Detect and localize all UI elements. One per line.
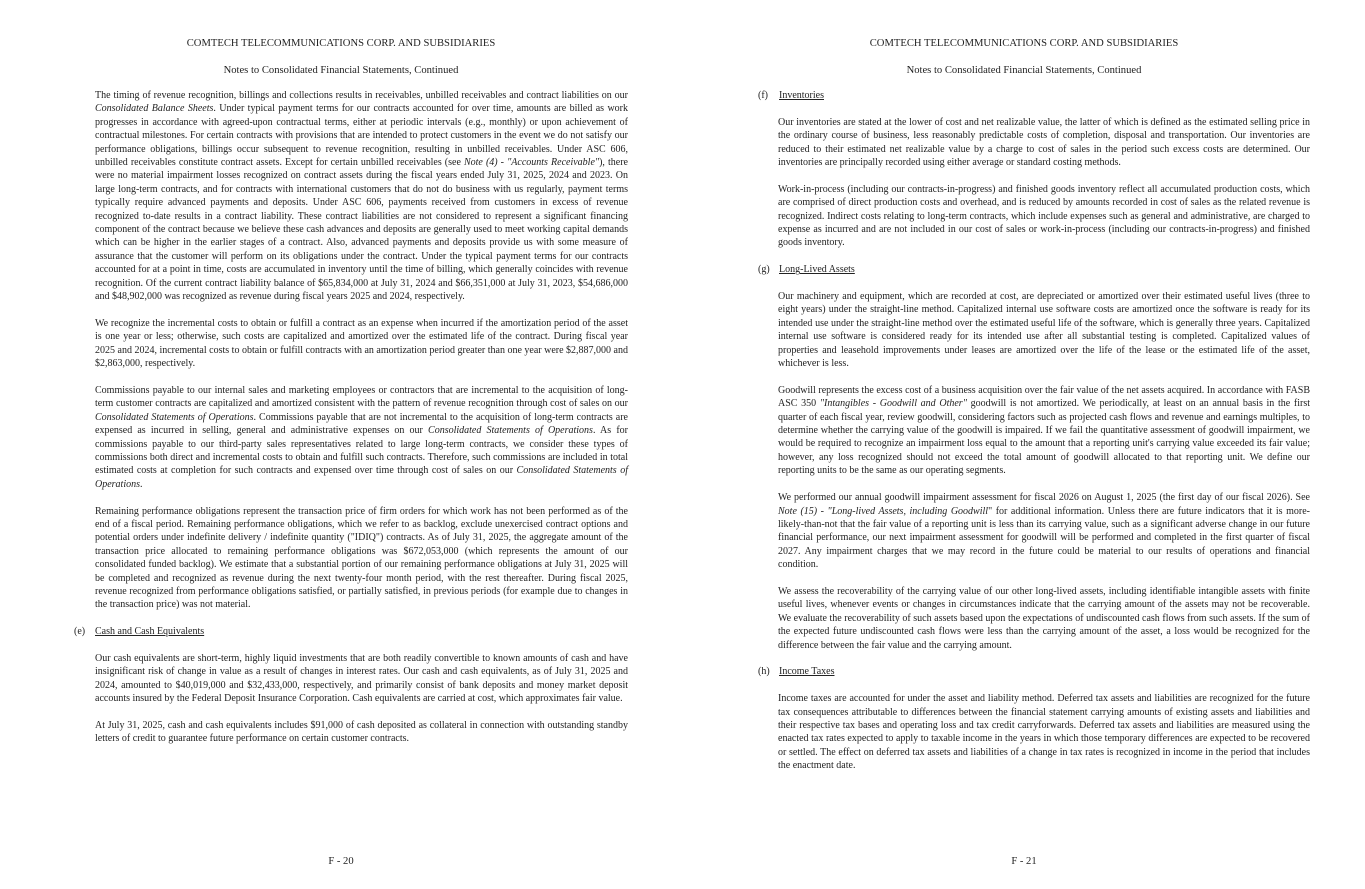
incremental-costs-paragraph: We recognize the incremental costs to obtain or fulfill a contract as an expense when incurred if the amortization period of the asset is one year or less; otherwise, such costs are capitalized and amortized over the estimated life of the contract. During fiscal year 2025 and 2024, incremental costs to obtain or fulfill contracts with an amortization period greater than one year were $2,887,000 and $2,863,000, respectively. [95, 317, 628, 370]
company-header: COMTECH TELECOMMUNICATIONS CORP. AND SUBSIDIARIES [186, 38, 496, 49]
section-label: (h) [758, 666, 770, 678]
section-title: Inventories [779, 90, 824, 101]
inventories-paragraph: Our inventories are stated at the lower of cost and net realizable value, the latter of which is defined as the estimated selling price in the ordinary course of business, less reasonably predictable costs of completion, disposal and transportation. Our inventories are reduced to their estimated net realizable value by a charge to cost of sales in the period such excess costs are determined. Our inventories are principally recorded using either average or standard costing methods. [778, 116, 1310, 169]
right-body [758, 89, 1310, 786]
work-in-process-paragraph: Work-in-process (including our contracts-in-progress) and finished goods inventory reflect all accumulated production costs, which are comprised of direct production costs and overhead, and is reduced by amounts recorded in cost of sales as the related revenue is recognized. Indirect costs relating to long-term contracts, which include expenses such as general and administrative, are charged to expense as incurred and are not included in our cost of sales or work-in-process (including our contracts-in-progress) and finished goods inventory. [778, 183, 1310, 249]
left-body [74, 89, 628, 759]
left-page [0, 0, 682, 889]
cash-equivalents-paragraph: Our cash equivalents are short-term, highly liquid investments that are both readily convertible to known amounts of cash and have insignificant risk of change in value as a result of changes in interest rates. Our cash and cash equivalents, as of July 31, 2025 and 2024, amounted to $40,019,000 and $32,433,000, respectively, and primarily consist of bank deposits and money market deposit accounts insured by the Federal Deposit Insurance Corporation. Cash equivalents are carried at cost, which approximates fair value. [95, 652, 628, 705]
goodwill-impairment-paragraph: We performed our annual goodwill impairment assessment for fiscal 2026 on August 1, 2025 (the first day of our fiscal 2026). See Note (15) - "Long-lived Assets, including Goodwill" for additional information. Unless there are future indicators that it is more-likely-than-not that the fair value of a reporting unit is less than its carrying value, such as a significant adverse change in our future financial performance, our next impairment assessment for goodwill will be performed and completed in the first quarter of fiscal 2027. Any impairment charges that we may record in the future could be material to our results of operations and financial condition. [778, 492, 1310, 571]
notes-subtitle: Notes to Consolidated Financial Statements, Continued [223, 65, 459, 76]
revenue-timing-paragraph: The timing of revenue recognition, billings and collections results in receivables, unbilled receivables and contract liabilities on our Consolidated Balance Sheets. Under typical payment terms for our contracts accounted for over time, amounts are billed as work progresses in accordance with agreed-upon contractual terms, either at periodic intervals (e.g., monthly) or upon achievement of contractual milestones. For certain contracts with provisions that are intended to protect customers in the event we do not satisfy our performance obligations, billings occur subsequent to revenue recognition, resulting in unbilled receivables. Under ASC 606, unbilled receivables constitute contract assets. Except for certain unbilled receivables (see Note (4) - "Accounts Receivable"), there were no material impairment losses recognized on contract assets during the fiscal years ended July 31, 2025, 2024 and 2023. On large long-term contracts, and for contracts with international customers that do not do business with us regularly, payment terms typically require advanced payments and deposits. Under ASC 606, payments received from customers in excess of revenue recognized to-date results in a contract liability. These contract liabilities are not considered to represent a significant financing component of the contract because we believe these cash advances and deposits are generally used to meet working capital demands which can be higher in the earlier stages of a contract. Also, advanced payments and deposits provide us with some measure of assurance that the customer will perform on its obligations under the contract. Under the typical payment terms for our contracts accounted for at a point in time, costs are accumulated in inventory until the time of billing, which generally coincides with revenue recognition. Of the current contract liability balance of $65,834,000 at July 31, 2024 and $66,351,000 at July 31, 2023, $54,686,000 and $48,902,000 was recognized as revenue during fiscal years 2025 and 2024, respectively. [95, 90, 628, 303]
section-heading-e [74, 625, 628, 638]
page-number: F - 21 [1011, 856, 1037, 867]
page-number: F - 20 [328, 856, 354, 867]
section-title: Long-Lived Assets [779, 264, 855, 276]
section-title: Cash and Cash Equivalents [95, 626, 205, 638]
machinery-paragraph: Our machinery and equipment, which are recorded at cost, are depreciated or amortized over their estimated useful lives (three to eight years) under the straight-line method. Capitalized internal use software costs are amortized once the software is ready for its intended use under the straight-line method over the estimated useful life of the software, which is generally three years. Capitalized internal use software is considered ready for its intended use after all substantial testing is completed. Capitalized values of properties and leasehold improvements under leases are amortized over the life of the lease or the estimated life of the asset, whichever is less. [778, 291, 1310, 370]
section-heading-f [758, 89, 1310, 102]
section-title: Income Taxes [779, 666, 835, 678]
company-header: COMTECH TELECOMMUNICATIONS CORP. AND SUBSIDIARIES [869, 38, 1179, 49]
section-label: (e) [74, 626, 86, 638]
section-label: (f) [758, 90, 768, 101]
section-heading-h [758, 665, 1310, 678]
section-label: (g) [758, 264, 770, 276]
section-heading-g [758, 263, 1310, 276]
notes-subtitle: Notes to Consolidated Financial Statements, Continued [906, 65, 1142, 76]
collateral-paragraph: At July 31, 2025, cash and cash equivalents includes $91,000 of cash deposited as collateral in connection with outstanding standby letters of credit to guarantee future performance on certain customer contracts. [95, 720, 628, 745]
performance-obligations-paragraph: Remaining performance obligations represent the transaction price of firm orders for which work has not been performed as of the end of a fiscal period. Remaining performance obligations, which we refer to as backlog, exclude unexercised contract options and potential orders under indefinite delivery / indefinite quantity ("IDIQ") contracts. As of July 31, 2025, the aggregate amount of the transaction price allocated to remaining performance obligations was $672,053,000 (which represents the amount of our consolidated funded backlog). We estimate that a substantial portion of our remaining performance obligations at July 31, 2025 will be completed and recognized as revenue during the next twenty-four month period, with the rest thereafter. During fiscal 2025, revenue recognized from performance obligations satisfied, or partially satisfied, in previous periods (for example due to changes in the transaction price) was not material. [95, 505, 628, 611]
goodwill-paragraph: Goodwill represents the excess cost of a business acquisition over the fair value of the net assets acquired. In accordance with FASB ASC 350 "Intangibles - Goodwill and Other" goodwill is not amortized. We periodically, at least on an annual basis in the first quarter of each fiscal year, review goodwill, considering factors such as projected cash flows and revenue and earnings multiples, to determine whether the carrying value of the goodwill is impaired. If we fail the quantitative assessment of goodwill impairment, we would be required to recognize an impairment loss equal to the amount that a reporting unit's carrying value exceeded its fair value; however, any loss recognized should not exceed the total amount of goodwill allocated to that reporting unit. We define our reporting units to be the same as our operating segments. [778, 384, 1311, 477]
recoverability-paragraph: We assess the recoverability of the carrying value of our other long-lived assets, including identifiable intangible assets with finite useful lives, whenever events or changes in circumstances indicate that the carrying amount of the assets may not be recoverable. We evaluate the recoverability of such assets based upon the expectations of undiscounted cash flows from such assets. If the sum of the expected future undiscounted cash flows were less than the carrying amount of the asset, a loss would be recognized for the difference between the fair value and the carrying amount. [778, 585, 1310, 651]
right-page [683, 0, 1365, 889]
income-taxes-paragraph: Income taxes are accounted for under the asset and liability method. Deferred tax assets and liabilities are recognized for the future tax consequences attributable to differences between the financial statement carrying amounts of existing assets and liabilities and their respective tax bases and operating loss and tax credit carryforwards. Deferred tax assets and liabilities are measured using the enacted tax rates expected to apply to taxable income in the years in which those temporary differences are expected to be recovered or settled. The effect on deferred tax assets and liabilities of a change in tax rates is recognized in income in the period that includes the enactment date. [778, 693, 1310, 772]
commissions-paragraph: Commissions payable to our internal sales and marketing employees or contractors that are incremental to the acquisition of long-term customer contracts are capitalized and amortized consistent with the pattern of revenue recognition through cost of sales on our Consolidated Statements of Operations. Commissions payable that are not incremental to the acquisition of long-term contracts are expensed as incurred in selling, general and administrative expenses on our Consolidated Statements of Operations. As for commissions payable to our third-party sales representatives related to large long-term contracts, we consider these types of commissions both direct and incremental costs to obtain and fulfill such contracts. Therefore, such commissions are included in total estimated costs at completion for such contracts and expensed over time through cost of sales on our Consolidated Statements of Operations. [95, 384, 628, 490]
